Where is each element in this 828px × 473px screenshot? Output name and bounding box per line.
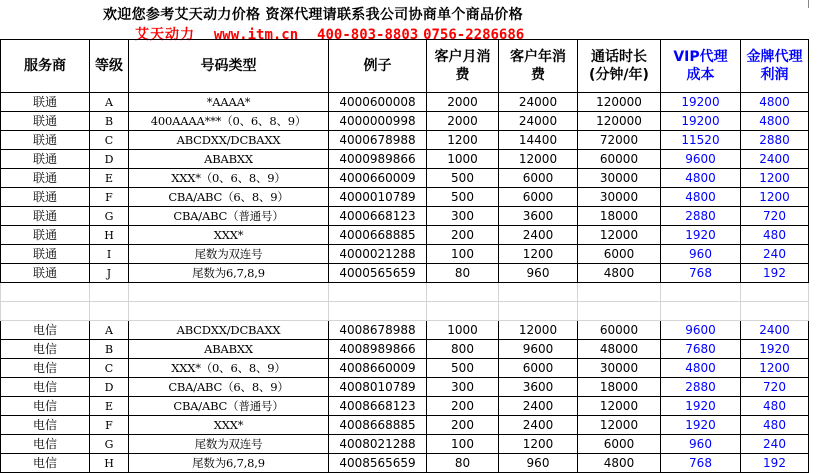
header-label: 客户月消 [434,49,491,65]
monthly-spend-cell: 2000 [427,93,499,112]
annual-spend-cell: 12000 [499,150,578,169]
monthly-spend-cell: 100 [427,245,499,264]
annual-spend-cell: 2400 [499,226,578,245]
blank-cell [1,302,90,321]
example-cell: 4000021288 [329,245,427,264]
vip-cost-cell: 19200 [661,93,741,112]
call-duration-cell: 60000 [578,321,661,340]
call-duration-cell: 4800 [578,264,661,283]
provider-cell: 电信 [1,435,90,454]
vip-cost-cell: 4800 [661,188,741,207]
monthly-spend-cell: 1200 [427,131,499,150]
example-cell: 4000989866 [329,150,427,169]
annual-spend-cell: 1200 [499,435,578,454]
gold-profit-cell: 192 [741,454,809,473]
grade-cell: D [90,378,129,397]
number-type-cell: CBA/ABC（6、8、9） [129,378,329,397]
number-type-cell: CBA/ABC（普通号） [129,397,329,416]
blank-cell [427,283,499,302]
header-label: 金牌代理 [746,49,803,65]
annual-spend-cell: 24000 [499,112,578,131]
gold-profit-cell: 720 [741,207,809,226]
number-type-cell: 尾数为双连号 [129,245,329,264]
provider-cell: 联通 [1,188,90,207]
gold-profit-cell: 192 [741,264,809,283]
header-vip-cost [661,40,741,93]
header-label: 费 [531,67,545,83]
example-cell: 4000600008 [329,93,427,112]
call-duration-cell: 48000 [578,340,661,359]
phone-local: 0756-2286686 [423,27,525,43]
annual-spend-cell: 12000 [499,321,578,340]
number-type-cell: XXX* [129,416,329,435]
vip-cost-cell: 19200 [661,112,741,131]
header-label: (分钟/年) [589,67,649,83]
number-type-cell: ABCDXX/DCBAXX [129,321,329,340]
example-cell: 4000660009 [329,169,427,188]
example-cell: 4000678988 [329,131,427,150]
header-label: 号码类型 [200,58,257,74]
gold-profit-cell: 1200 [741,169,809,188]
monthly-spend-cell: 200 [427,416,499,435]
provider-cell: 电信 [1,378,90,397]
number-type-cell: ABABXX [129,150,329,169]
price-table [0,39,809,473]
gold-profit-cell: 2400 [741,321,809,340]
grade-cell: C [90,131,129,150]
blank-cell [90,283,129,302]
example-cell: 4000668123 [329,207,427,226]
monthly-spend-cell: 500 [427,359,499,378]
blank-cell [129,302,329,321]
provider-cell: 电信 [1,340,90,359]
table-row [1,207,809,226]
number-type-cell: 尾数为6,7,8,9 [129,454,329,473]
table-row [1,169,809,188]
grade-cell: B [90,340,129,359]
grade-cell: C [90,359,129,378]
blank-cell [427,302,499,321]
call-duration-cell: 120000 [578,112,661,131]
header-number-type [129,40,329,93]
annual-spend-cell: 9600 [499,340,578,359]
number-type-cell: 尾数为双连号 [129,435,329,454]
annual-spend-cell: 6000 [499,169,578,188]
vip-cost-cell: 768 [661,454,741,473]
header-label: 利润 [760,67,789,83]
vip-cost-cell: 4800 [661,359,741,378]
example-cell: 4008021288 [329,435,427,454]
header-provider [1,40,90,93]
table-row [1,435,809,454]
provider-cell: 电信 [1,454,90,473]
number-type-cell: XXX*（0、6、8、9） [129,169,329,188]
header-grade [90,40,129,93]
header-label: 等级 [95,58,123,74]
grade-cell: F [90,188,129,207]
call-duration-cell: 6000 [578,245,661,264]
monthly-spend-cell: 300 [427,378,499,397]
gold-profit-cell: 240 [741,245,809,264]
annual-spend-cell: 14400 [499,131,578,150]
header-monthly-spend [427,40,499,93]
grade-cell: I [90,245,129,264]
monthly-spend-cell: 200 [427,397,499,416]
number-type-cell: 400AAAA***（0、6、8、9） [129,112,329,131]
header-label: VIP代理 [673,49,728,65]
provider-cell: 联通 [1,169,90,188]
table-header-row [1,40,809,93]
example-cell: 4008565659 [329,454,427,473]
example-cell: 4000565659 [329,264,427,283]
gold-profit-cell: 1200 [741,188,809,207]
phone-400: 400-803-8803 [317,27,419,43]
blank-cell [329,302,427,321]
call-duration-cell: 60000 [578,150,661,169]
provider-cell: 电信 [1,397,90,416]
call-duration-cell: 4800 [578,454,661,473]
gold-profit-cell: 480 [741,226,809,245]
grade-cell: A [90,321,129,340]
table-row [1,454,809,473]
header-label: 服务商 [24,58,66,74]
number-type-cell: XXX*（0、6、8、9） [129,359,329,378]
blank-cell [741,283,809,302]
table-row [1,131,809,150]
number-type-cell: *AAAA* [129,93,329,112]
call-duration-cell: 12000 [578,226,661,245]
annual-spend-cell: 1200 [499,245,578,264]
blank-cell [741,302,809,321]
vip-cost-cell: 1920 [661,226,741,245]
gold-profit-cell: 1920 [741,340,809,359]
blank-cell [578,283,661,302]
example-cell: 4000668885 [329,226,427,245]
number-type-cell: ABABXX [129,340,329,359]
call-duration-cell: 30000 [578,359,661,378]
provider-cell: 联通 [1,112,90,131]
header-annual-spend [499,40,578,93]
vip-cost-cell: 11520 [661,131,741,150]
vip-cost-cell: 1920 [661,416,741,435]
monthly-spend-cell: 500 [427,188,499,207]
brand-name: 艾天动力 [135,27,195,43]
blank-cell [661,302,741,321]
provider-cell: 联通 [1,245,90,264]
vip-cost-cell: 768 [661,264,741,283]
blank-cell [499,302,578,321]
annual-spend-cell: 960 [499,264,578,283]
monthly-spend-cell: 1000 [427,150,499,169]
call-duration-cell: 6000 [578,435,661,454]
provider-cell: 联通 [1,264,90,283]
monthly-spend-cell: 300 [427,207,499,226]
call-duration-cell: 30000 [578,169,661,188]
monthly-spend-cell: 80 [427,454,499,473]
annual-spend-cell: 2400 [499,397,578,416]
table-row [1,112,809,131]
gold-profit-cell: 480 [741,397,809,416]
monthly-spend-cell: 80 [427,264,499,283]
example-cell: 4000010789 [329,188,427,207]
sheet-corner-tick [808,0,809,8]
blank-cell [129,283,329,302]
header-gold-profit [741,40,809,93]
number-type-cell: XXX* [129,226,329,245]
call-duration-cell: 18000 [578,378,661,397]
grade-cell: H [90,226,129,245]
header-label: 费 [455,67,470,83]
grade-cell: H [90,454,129,473]
provider-cell: 联通 [1,93,90,112]
example-cell: 4008668885 [329,416,427,435]
blank-cell [661,283,741,302]
number-type-cell: ABCDXX/DCBAXX [129,131,329,150]
call-duration-cell: 120000 [578,93,661,112]
grade-cell: B [90,112,129,131]
grade-cell: F [90,416,129,435]
monthly-spend-cell: 2000 [427,112,499,131]
provider-cell: 联通 [1,150,90,169]
example-cell: 4008668123 [329,397,427,416]
blank-cell [578,302,661,321]
header-call-duration [578,40,661,93]
vip-cost-cell: 2880 [661,207,741,226]
call-duration-cell: 18000 [578,207,661,226]
vip-cost-cell: 4800 [661,169,741,188]
monthly-spend-cell: 800 [427,340,499,359]
example-cell: 4000000998 [329,112,427,131]
table-row [1,264,809,283]
blank-cell [499,283,578,302]
table-row [1,359,809,378]
provider-cell: 联通 [1,226,90,245]
page-title: 欢迎您参考艾天动力价格 资深代理请联系我公司协商单个商品价格 [103,7,523,23]
gold-profit-cell: 2400 [741,150,809,169]
gold-profit-cell: 4800 [741,93,809,112]
website-url: www.itm.cn [213,27,299,43]
gold-profit-cell: 4800 [741,112,809,131]
table-row [1,245,809,264]
gold-profit-cell: 720 [741,378,809,397]
monthly-spend-cell: 500 [427,169,499,188]
grade-cell: E [90,397,129,416]
header-label: 成本 [686,67,715,83]
table-body [1,93,809,473]
vip-cost-cell: 960 [661,435,741,454]
table-row [1,416,809,435]
annual-spend-cell: 6000 [499,188,578,207]
number-type-cell: CBA/ABC（6、8、9） [129,188,329,207]
call-duration-cell: 12000 [578,416,661,435]
table-row [1,150,809,169]
grade-cell: J [90,264,129,283]
annual-spend-cell: 6000 [499,359,578,378]
table-row [1,226,809,245]
number-type-cell: CBA/ABC（普通号） [129,207,329,226]
grade-cell: G [90,435,129,454]
gold-profit-cell: 2880 [741,131,809,150]
table-row [1,378,809,397]
blank-cell [1,283,90,302]
annual-spend-cell: 24000 [499,93,578,112]
table-row [1,93,809,112]
annual-spend-cell: 2400 [499,416,578,435]
blank-row [1,283,809,302]
vip-cost-cell: 1920 [661,397,741,416]
example-cell: 4008660009 [329,359,427,378]
table-row [1,321,809,340]
annual-spend-cell: 3600 [499,378,578,397]
gold-profit-cell: 240 [741,435,809,454]
example-cell: 4008989866 [329,340,427,359]
provider-cell: 电信 [1,416,90,435]
vip-cost-cell: 960 [661,245,741,264]
header-label: 客户年消 [510,49,566,65]
call-duration-cell: 72000 [578,131,661,150]
monthly-spend-cell: 1000 [427,321,499,340]
provider-cell: 电信 [1,321,90,340]
grade-cell: E [90,169,129,188]
number-type-cell: 尾数为6,7,8,9 [129,264,329,283]
call-duration-cell: 30000 [578,188,661,207]
vip-cost-cell: 7680 [661,340,741,359]
table-row [1,340,809,359]
gold-profit-cell: 1200 [741,359,809,378]
header-label: 例子 [363,58,392,74]
header-label: 通话时长 [591,49,647,65]
example-cell: 4008678988 [329,321,427,340]
annual-spend-cell: 3600 [499,207,578,226]
example-cell: 4008010789 [329,378,427,397]
provider-cell: 电信 [1,359,90,378]
blank-cell [90,302,129,321]
table-row [1,397,809,416]
vip-cost-cell: 9600 [661,150,741,169]
blank-row [1,302,809,321]
grade-cell: G [90,207,129,226]
header-example [329,40,427,93]
provider-cell: 联通 [1,131,90,150]
provider-cell: 联通 [1,207,90,226]
call-duration-cell: 12000 [578,397,661,416]
monthly-spend-cell: 100 [427,435,499,454]
annual-spend-cell: 960 [499,454,578,473]
monthly-spend-cell: 200 [427,226,499,245]
gold-profit-cell: 480 [741,416,809,435]
vip-cost-cell: 9600 [661,321,741,340]
table-row [1,188,809,207]
vip-cost-cell: 2880 [661,378,741,397]
blank-cell [329,283,427,302]
grade-cell: D [90,150,129,169]
grade-cell: A [90,93,129,112]
